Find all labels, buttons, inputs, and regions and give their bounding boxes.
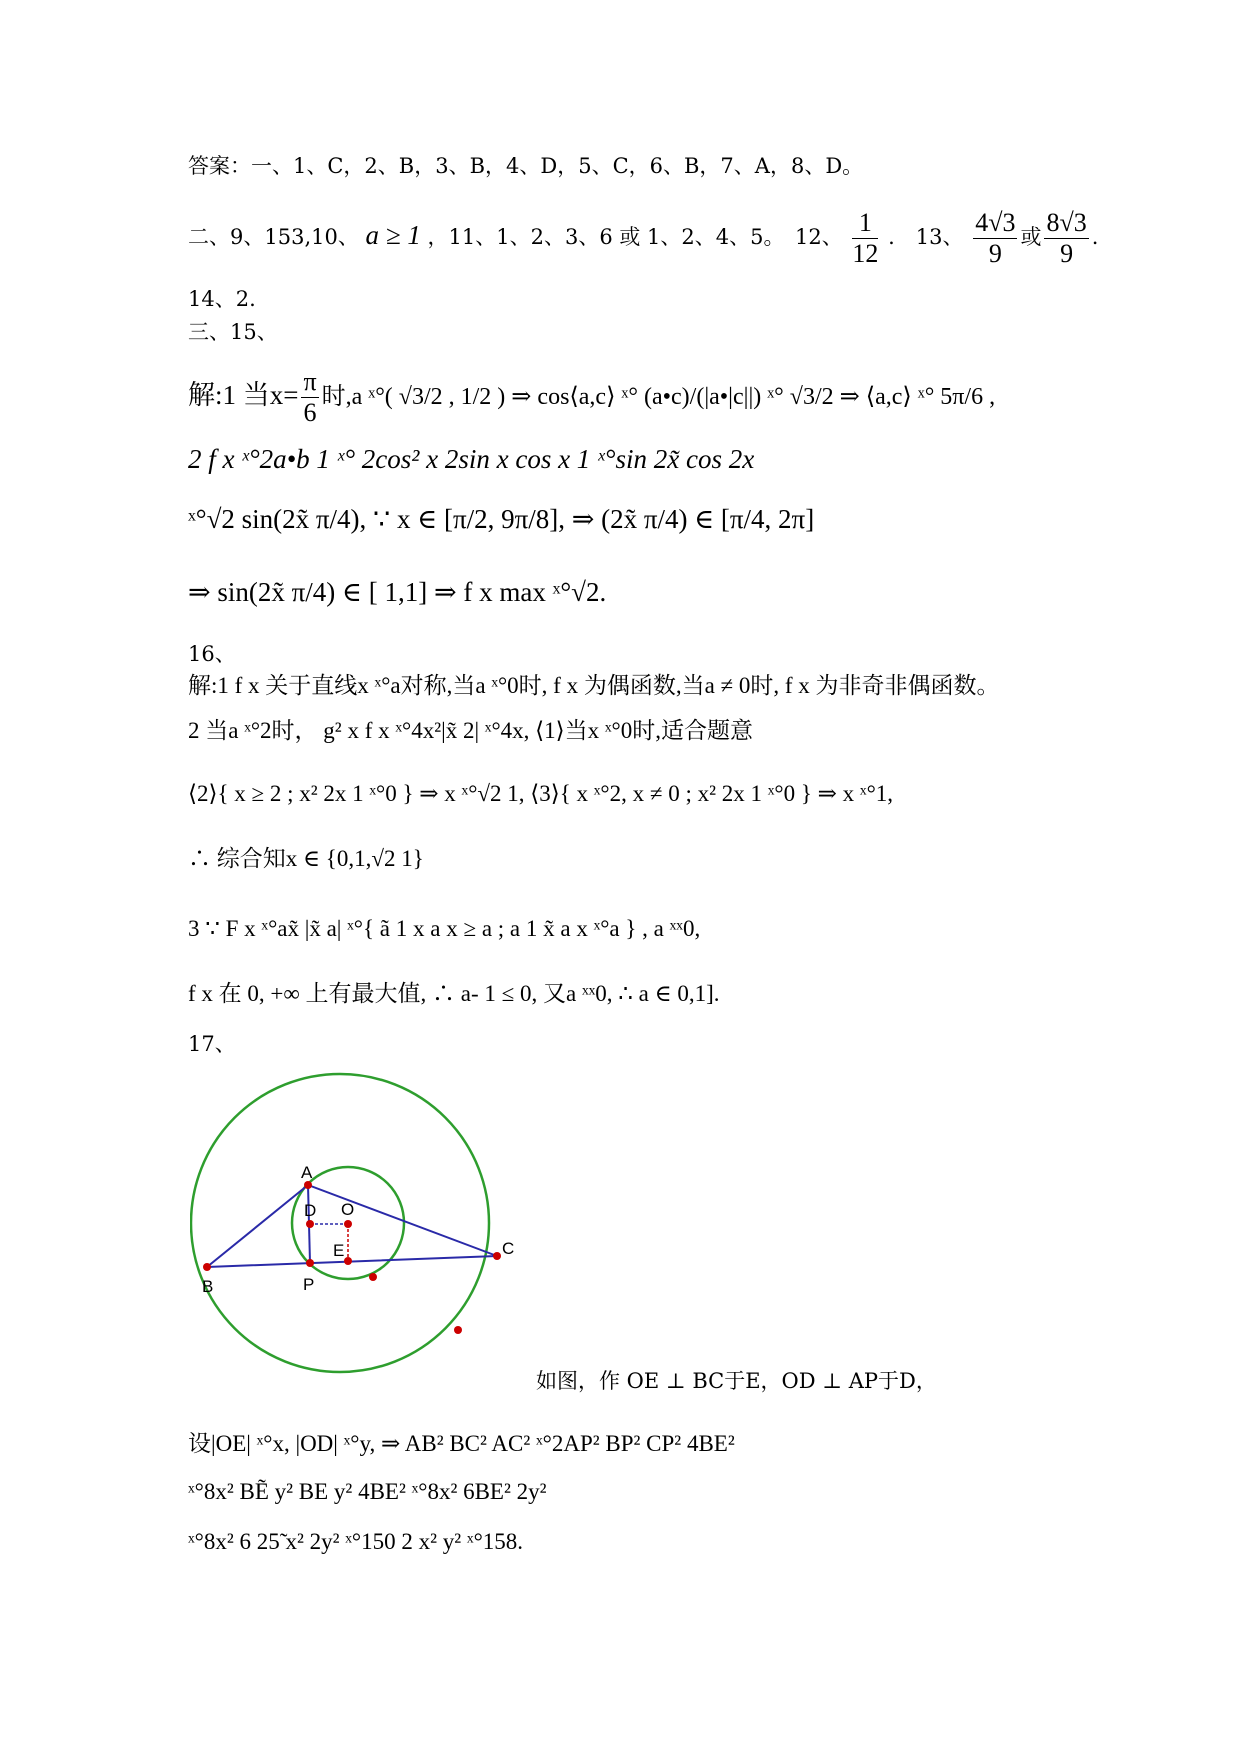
q16-title: 16、 xyxy=(188,642,236,666)
answers-line-3: 14、2. xyxy=(188,287,256,311)
label-e: E xyxy=(333,1241,345,1260)
q15-x-denominator: 6 xyxy=(303,398,317,428)
q16-line-1: 解:1 f x 关于直线x ˣ°a对称,当a ˣ°0时, f x 为偶函数,当a ≠ 0时, f x 为非奇非偶函数。 xyxy=(188,673,1000,698)
answers-line2-prefix: 二、9、153,10、 xyxy=(188,225,359,249)
answer-13-or: 或 xyxy=(1020,225,1042,249)
point-c xyxy=(493,1252,501,1260)
answer-13-denominator-1: 9 xyxy=(988,239,1002,268)
q17-line-1: 设|OE| ˣ°x, |OD| ˣ°y, ⇒ AB² BC² AC² ˣ°2AP² BP² CP² 4BE² xyxy=(188,1431,735,1456)
q15-line-3: ˣ°√2 sin(2x̃ π/4), ∵ x ∈ [π/2, 9π/8], ⇒ (2x̃ π/4) ∈ [π/4, 2π] xyxy=(188,504,815,534)
q15-line-4: ⇒ sin(2x̃ π/4) ∈ [ 1,1] ⇒ f x max ˣ°√2. xyxy=(188,577,607,607)
q15-x-fraction xyxy=(301,367,318,428)
label-b: B xyxy=(202,1277,214,1296)
point-b xyxy=(203,1263,211,1271)
geometry-figure xyxy=(190,1070,530,1400)
label-a: A xyxy=(301,1163,313,1182)
q16-line-3: ⟨2⟩{ x ≥ 2 ; x² 2x 1 ˣ°0 } ⇒ x ˣ°√2 1, ⟨3⟩{ x ˣ°2, x ≠ 0 ; x² 2x 1 ˣ°0 } ⇒ x ˣ°1, xyxy=(188,781,894,806)
triangle-abc xyxy=(207,1185,497,1267)
q16-line-4: ∴ 综合知x ∈ {0,1,√2 1} xyxy=(188,846,424,871)
q17-line-3: ˣ°8x² 6 25̃ x² 2y² ˣ°150 2 x² y² ˣ°158. xyxy=(188,1529,524,1554)
answer-13-fraction-2 xyxy=(1044,208,1088,269)
answer-13-label: . 13、 xyxy=(888,225,964,249)
q17-title: 17、 xyxy=(188,1032,236,1056)
answer-13-fraction-1 xyxy=(973,208,1017,269)
answer-13-numerator-1: 4√3 xyxy=(975,208,1016,237)
label-d: D xyxy=(304,1201,317,1220)
point-inner-circle xyxy=(369,1273,377,1281)
answers-line-2: 二、9、153,10、 a ≥ 1 ，11、1、2、3、6 或 1、2、4、5。 12、 $\frac{1}{12}$ . 13、 $\frac{4√3}{9}$ 或 $\frac{8√3}{9}$ . xyxy=(188,208,1099,268)
q15-line1-rest: 时,a ˣ°( √3/2 , 1/2 ) ⇒ cos⟨a,c⟩ ˣ° (a•c)/(|a•|c||) ˣ° √3/2 ⇒ ⟨a,c⟩ ˣ° 5π/6 , xyxy=(321,384,996,410)
q16-line-5: 3 ∵ F x ˣ°ax̃ |x̃ a| ˣ°{ ã 1 x a x ≥ a ; a 1 x̃ a x ˣ°a } , a ˣˣ0, xyxy=(188,916,701,941)
answer-10-math: a ≥ 1 xyxy=(365,220,421,250)
q16-line-6: f x 在 0, +∞ 上有最大值, ∴ a- 1 ≤ 0, 又a ˣˣ0, ∴ a ∈ 0,1]. xyxy=(188,981,720,1006)
label-o: O xyxy=(341,1200,355,1219)
q17-line-2: ˣ°8x² BẼ y² BE y² 4BE² ˣ°8x² 6BE² 2y² xyxy=(188,1479,547,1504)
point-outer-circle xyxy=(454,1326,462,1334)
answers-line2-mid: ，11、1、2、3、6 或 1、2、4、5。 12、 xyxy=(427,225,843,249)
label-c: C xyxy=(502,1239,515,1258)
answer-12-numerator: 1 xyxy=(852,208,878,239)
point-a xyxy=(304,1181,312,1189)
q16-line-2: 2 当a ˣ°2时， g² x f x ˣ°4x²|x̃ 2| ˣ°4x, ⟨1⟩当x ˣ°0时,适合题意 xyxy=(188,718,753,743)
answers-line-1: 答案：一、1、C，2、B，3、B，4、D，5、C，6、B，7、A，8、D。 xyxy=(188,154,864,178)
q17-caption: 如图，作 OE ⊥ BC于E，OD ⊥ AP于D， xyxy=(536,1369,937,1393)
q15-line-1 xyxy=(188,360,995,430)
point-p xyxy=(306,1259,314,1267)
label-p: P xyxy=(303,1275,315,1294)
answer-13-denominator-2: 9 xyxy=(1060,239,1074,268)
answer-13-numerator-2: 8√3 xyxy=(1046,208,1087,237)
section-3-title: 三、15、 xyxy=(188,320,278,344)
outer-circle xyxy=(191,1074,489,1372)
point-e xyxy=(344,1257,352,1265)
answer-12-denominator: 12 xyxy=(852,239,879,268)
q15-x-numerator: π xyxy=(303,367,317,397)
point-o xyxy=(344,1220,352,1228)
answer-12-fraction xyxy=(852,208,878,269)
q15-line-2: 2 f x ˣ°2a•b 1 ˣ° 2cos² x 2sin x cos x 1 ˣ°sin 2x̃ cos 2x xyxy=(188,444,755,474)
q15-line1-prefix: 解:1 当x= xyxy=(188,380,299,410)
point-d xyxy=(306,1220,314,1228)
